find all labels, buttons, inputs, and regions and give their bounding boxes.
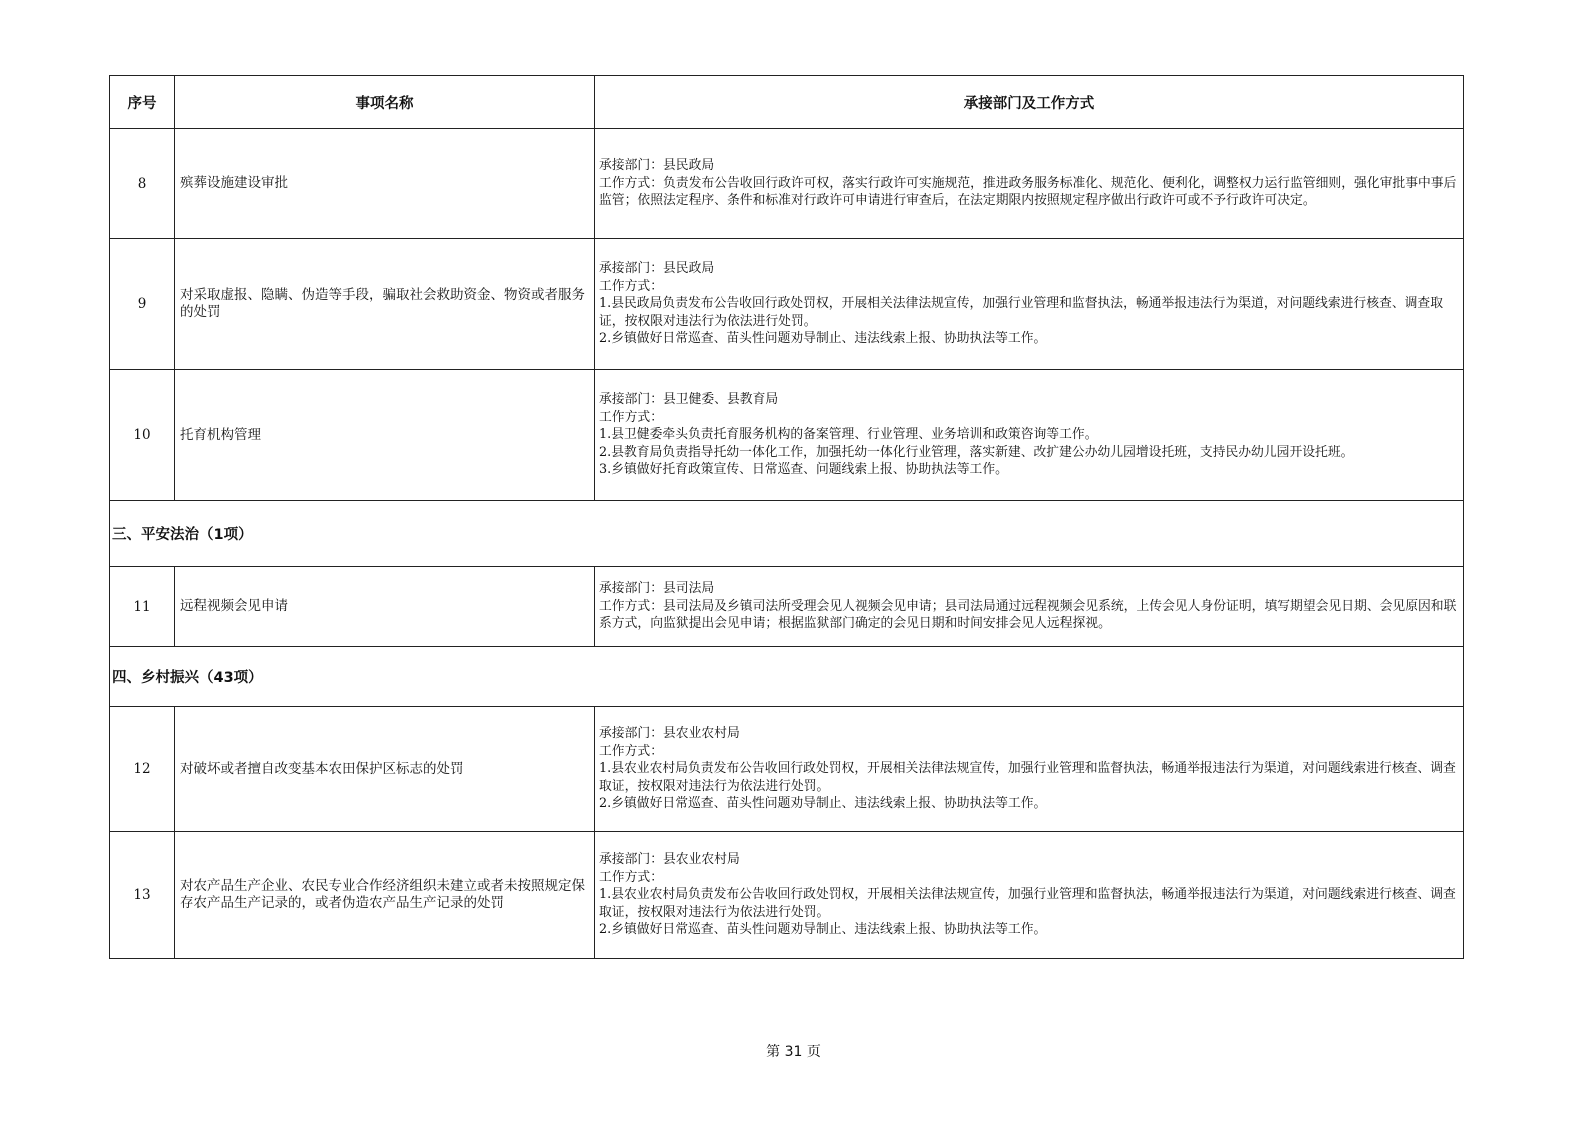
dept-line: 2.县教育局负责指导托幼一体化工作，加强托幼一体化行业管理，落实新建、改扩建公办幼儿园增设托班，支持民办幼儿园开设托班。 (599, 444, 1354, 460)
item-name: 远程视频会见申请 (175, 567, 595, 647)
dept-line: 2.乡镇做好日常巡查、苗头性问题劝导制止、违法线索上报、协助执法等工作。 (599, 922, 1047, 938)
dept-line: 1.县民政局负责发布公告收回行政处罚权，开展相关法律法规宣传，加强行业管理和监督执法，畅通举报违法行为渠道，对问题线索进行核查、调查取证，按权限对违法行为依法进行处罚。 (599, 296, 1444, 329)
table-row (110, 707, 1464, 832)
table-row (110, 129, 1464, 239)
item-number: 12 (110, 707, 175, 832)
table-row (110, 239, 1464, 370)
item-table (109, 75, 1464, 959)
item-number: 13 (110, 832, 175, 959)
dept-line: 承接部门：县农业农村局 (599, 726, 740, 742)
dept-line: 工作方式： (599, 278, 663, 294)
section-header-row (110, 647, 1464, 707)
dept-line: 工作方式： (599, 743, 663, 759)
table-header-row (110, 76, 1464, 129)
table-row (110, 567, 1464, 647)
dept-line: 1.县卫健委牵头负责托育服务机构的备案管理、行业管理、业务培训和政策咨询等工作。 (599, 427, 1098, 443)
dept-and-method (595, 567, 1464, 647)
dept-line: 工作方式：县司法局及乡镇司法所受理会见人视频会见申请；县司法局通过远程视频会见系统，上传会见人身份证明，填写期望会见日期、会见原因和联系方式，向监狱提出会见申请；根据监狱部门确定的会见日期和时间安排会见人远程探视。 (599, 598, 1457, 632)
dept-line: 承接部门：县卫健委、县教育局 (599, 392, 779, 408)
dept-line: 3.乡镇做好托育政策宣传、日常巡查、问题线索上报、协助执法等工作。 (599, 462, 1008, 478)
dept-and-method (595, 707, 1464, 832)
header-dept: 承接部门及工作方式 (595, 76, 1464, 129)
table-row (110, 832, 1464, 959)
item-number: 10 (110, 370, 175, 501)
header-num: 序号 (110, 76, 175, 129)
dept-and-method (595, 129, 1464, 239)
section-title: 四、乡村振兴（43项） (110, 647, 1464, 707)
item-name: 殡葬设施建设审批 (175, 129, 595, 239)
item-number: 8 (110, 129, 175, 239)
dept-line: 承接部门：县民政局 (599, 261, 715, 277)
dept-and-method (595, 239, 1464, 370)
dept-line: 2.乡镇做好日常巡查、苗头性问题劝导制止、违法线索上报、协助执法等工作。 (599, 796, 1047, 812)
item-name: 对农产品生产企业、农民专业合作经济组织未建立或者未按照规定保存农产品生产记录的，或者伪造农产品生产记录的处罚 (175, 832, 595, 959)
dept-line: 承接部门：县民政局 (599, 158, 715, 174)
dept-line: 承接部门：县农业农村局 (599, 852, 740, 868)
item-name: 托育机构管理 (175, 370, 595, 501)
dept-line: 工作方式： (599, 869, 663, 885)
dept-line: 工作方式：负责发布公告收回行政许可权，落实行政许可实施规范，推进政务服务标准化、规范化、便利化，调整权力运行监管细则，强化审批事中事后监管；依照法定程序、条件和标准对行政许可申请进行审查后，在法定期限内按照规定程序做出行政许可或不予行政许可决定。 (599, 175, 1457, 209)
header-name: 事项名称 (175, 76, 595, 129)
item-name: 对采取虚报、隐瞒、伪造等手段，骗取社会救助资金、物资或者服务的处罚 (175, 239, 595, 370)
item-number: 9 (110, 239, 175, 370)
dept-line: 2.乡镇做好日常巡查、苗头性问题劝导制止、违法线索上报、协助执法等工作。 (599, 331, 1047, 347)
dept-and-method (595, 370, 1464, 501)
item-number: 11 (110, 567, 175, 647)
page-number: 第 31 页 (766, 1044, 821, 1060)
dept-line: 1.县农业农村局负责发布公告收回行政处罚权，开展相关法律法规宣传，加强行业管理和监督执法，畅通举报违法行为渠道，对问题线索进行核查、调查取证，按权限对违法行为依法进行处罚。 (599, 887, 1456, 920)
section-header-row (110, 501, 1464, 567)
section-title: 三、平安法治（1项） (110, 501, 1464, 567)
dept-line: 1.县农业农村局负责发布公告收回行政处罚权，开展相关法律法规宣传，加强行业管理和监督执法，畅通举报违法行为渠道，对问题线索进行核查、调查取证，按权限对违法行为依法进行处罚。 (599, 761, 1456, 794)
dept-and-method (595, 832, 1464, 959)
dept-line: 工作方式： (599, 409, 663, 425)
table-body (110, 129, 1464, 959)
table-row (110, 370, 1464, 501)
dept-line: 承接部门：县司法局 (599, 581, 715, 597)
item-name: 对破坏或者擅自改变基本农田保护区标志的处罚 (175, 707, 595, 832)
